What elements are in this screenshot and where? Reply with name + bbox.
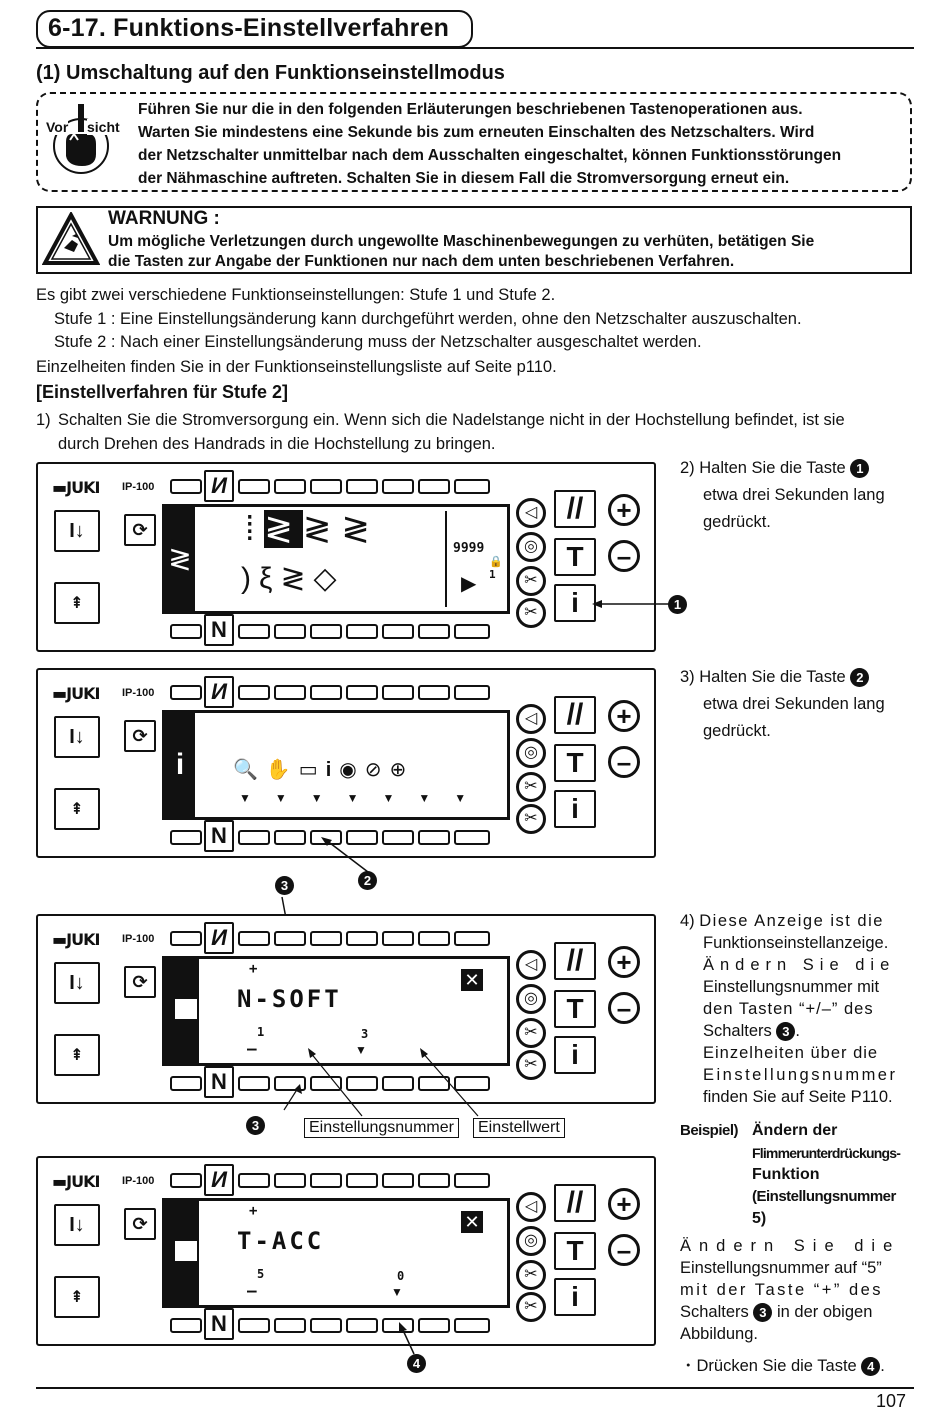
juki-logo: ▬JUKI <box>52 1172 100 1191</box>
reset-button[interactable]: ⟳ <box>124 1208 156 1240</box>
bottom-key-8[interactable] <box>454 1318 490 1333</box>
caution-text <box>138 98 908 190</box>
bottom-key-2[interactable] <box>238 830 270 845</box>
top-key-8[interactable] <box>454 685 490 700</box>
top-n-key[interactable]: И <box>204 676 234 708</box>
thread-down-button[interactable]: I↓ <box>54 510 100 552</box>
caution-label <box>46 119 68 135</box>
plus-button[interactable]: + <box>608 1188 640 1220</box>
example-title-line-4: (Einstellungsnummer <box>752 1188 896 1205</box>
example-body-line-1: Ändern Sie die <box>680 1237 901 1255</box>
counter-value: 9999 <box>453 541 485 556</box>
bottom-n-key[interactable]: N <box>204 820 234 852</box>
caution-label-left: Vor <box>46 119 69 135</box>
top-key-3[interactable] <box>274 479 306 494</box>
bottom-key-2[interactable] <box>238 624 270 639</box>
footer-rule <box>36 1387 914 1389</box>
top-key-4[interactable] <box>310 685 342 700</box>
caution-label-right-wrap <box>87 119 120 135</box>
step4-line-2: Funktionseinstellanzeige. <box>703 934 889 952</box>
title-rule <box>36 47 914 49</box>
plus-indicator: + <box>249 961 258 977</box>
top-key-4[interactable] <box>310 479 342 494</box>
bottom-n-key[interactable]: N <box>204 1066 234 1098</box>
example-title-line-2: Flimmerunterdrückungs- <box>752 1145 901 1161</box>
step4-line-6: Schalters <box>703 1022 772 1040</box>
trim-circle-icon-4[interactable]: ✂ <box>516 1292 546 1322</box>
trim-circle-icon-2[interactable]: ◎ <box>516 532 546 562</box>
bottom-key-1[interactable] <box>170 624 202 639</box>
top-n-key[interactable]: И <box>204 922 234 954</box>
example-body-line-2: Einstellungsnummer auf “5” <box>680 1259 882 1277</box>
lcd-side-pattern: ≷ <box>165 507 195 611</box>
example-body-line-4: Schalters <box>680 1303 749 1321</box>
example-body-line-4-tail: in der obigen <box>776 1303 873 1321</box>
plus-button[interactable]: + <box>608 946 640 978</box>
operation-panel-1 <box>36 462 656 652</box>
step4-line-3: Ändern Sie die <box>703 956 896 974</box>
marker-3-bottom: 3 <box>246 1116 265 1135</box>
operation-panel-4 <box>36 1156 656 1346</box>
trim-circle-icon-2[interactable]: ◎ <box>516 984 546 1014</box>
top-key-3[interactable] <box>274 685 306 700</box>
setting-value: 0 <box>397 1269 405 1283</box>
top-key-7[interactable] <box>418 931 450 946</box>
step3-text <box>680 664 920 745</box>
presser-button[interactable]: ⇞ <box>54 1034 100 1076</box>
presser-button[interactable]: ⇞ <box>54 582 100 624</box>
i-button[interactable]: i <box>554 1036 596 1074</box>
reset-button[interactable]: ⟳ <box>124 966 156 998</box>
function-name: T-ACC <box>237 1227 325 1255</box>
top-key-5[interactable] <box>346 685 378 700</box>
step1-line-1: Schalten Sie die Stromversorgung ein. Wenn sich die Nadelstange nicht in der Hochstellung befindet, ist sie <box>58 411 845 429</box>
step4-line-4: Einstellungsnummer mit <box>703 978 880 996</box>
arrow-marker-2 <box>318 836 378 876</box>
step4-line-5: den Tasten “+/–” des <box>703 1000 874 1018</box>
top-key-6[interactable] <box>382 479 414 494</box>
thread-down-button[interactable]: I↓ <box>54 962 100 1004</box>
skip-button[interactable]: // <box>554 942 596 980</box>
bottom-key-1[interactable] <box>170 1318 202 1333</box>
top-key-1[interactable] <box>170 685 202 700</box>
bottom-key-7[interactable] <box>418 624 450 639</box>
step2-text <box>680 455 920 536</box>
trim-circle-icon-1[interactable]: ◁ <box>516 498 546 528</box>
thread-down-button[interactable]: I↓ <box>54 716 100 758</box>
step1-line-2: durch Drehen des Handrads in die Hochstellung zu bringen. <box>58 435 496 453</box>
lcd-divider <box>445 511 447 607</box>
section-subtitle: (1) Umschaltung auf den Funktionseinstellmodus <box>36 62 505 84</box>
bottom-key-8[interactable] <box>454 624 490 639</box>
arrow-marker-1 <box>590 590 680 620</box>
function-icons-row: 🔍✋▭i◉⊘⊕ <box>233 759 415 781</box>
top-key-3-plus[interactable] <box>274 931 306 946</box>
bottom-key-5[interactable] <box>346 1318 378 1333</box>
stitch-pattern-icons-row2: )ξ≷◇ <box>241 562 345 595</box>
setting-number: 1 <box>257 1025 265 1039</box>
example-bullet-text: ・Drücken Sie die Taste <box>680 1357 857 1375</box>
caution-line: Führen Sie nur die in den folgenden Erläuterungen beschriebenen Tastenoperationen aus. <box>138 101 803 118</box>
minus-indicator: – <box>247 1281 257 1300</box>
step4-line-7: Einzelheiten über die <box>703 1044 879 1062</box>
trim-circle-icon-3[interactable]: ✂ <box>516 1018 546 1048</box>
minus-button[interactable]: – <box>608 992 640 1024</box>
trim-circle-icon-4[interactable]: ✂ <box>516 1050 546 1080</box>
top-key-1[interactable] <box>170 479 202 494</box>
step4-marker: 3 <box>776 1022 795 1041</box>
bottom-key-7[interactable] <box>418 830 450 845</box>
page-title: 6-17. Funktions-Einstellverfahren <box>48 14 450 42</box>
top-key-1[interactable] <box>170 931 202 946</box>
lcd-screen <box>162 504 510 614</box>
trim-circle-icon-3[interactable]: ✂ <box>516 566 546 596</box>
top-key-7[interactable] <box>418 685 450 700</box>
bottom-key-4[interactable] <box>310 624 342 639</box>
caution-line: der Netzschalter unmittelbar nach dem Ausschalten eingeschaltet, können Funktionsstörungen <box>138 147 842 164</box>
minus-indicator: – <box>247 1039 257 1058</box>
marker-3-top: 3 <box>275 876 294 895</box>
arrow-marker-4 <box>396 1320 426 1356</box>
operation-panel-2 <box>36 668 656 858</box>
plus-button[interactable]: + <box>608 494 640 526</box>
step4-text: 4) Diese Anzeige ist die Funktionseinstellanzeige. Ändern Sie die Einstellungsnummer mit den Tasten “+/–” des Schalters 3 . Einzelheiten über die Einstellungsnummer finden Sie auf Seite P110. <box>680 910 914 1108</box>
example-body-line-3: mit der Taste “+” des <box>680 1281 884 1299</box>
step1-number: 1) <box>36 411 51 429</box>
top-key-6[interactable] <box>382 1173 414 1188</box>
bottom-key-4[interactable] <box>310 1318 342 1333</box>
step3-line-2: etwa drei Sekunden lang <box>703 695 885 713</box>
trim-circle-icon-1[interactable]: ◁ <box>516 704 546 734</box>
example-bullet: ・Drücken Sie die Taste 4 . <box>680 1357 885 1375</box>
marker-4: 4 <box>407 1354 426 1373</box>
example-title-line-3: Funktion <box>752 1166 820 1183</box>
bottom-key-2[interactable] <box>238 1318 270 1333</box>
plus-button[interactable]: + <box>608 700 640 732</box>
trim-circle-icon-2[interactable]: ◎ <box>516 738 546 768</box>
top-key-8[interactable] <box>454 479 490 494</box>
step4-line-8: Einstellungsnummer <box>703 1066 898 1084</box>
warning-line: Um mögliche Verletzungen durch ungewollte Maschinenbewegungen zu verhüten, betätigen Sie <box>108 233 815 250</box>
t-button[interactable]: T <box>554 1232 596 1270</box>
i-button[interactable]: i <box>554 1278 596 1316</box>
top-key-3[interactable] <box>274 1173 306 1188</box>
top-n-key[interactable]: И <box>204 470 234 502</box>
value-arrow-icon: ▼ <box>355 1043 367 1057</box>
close-icon: ✕ <box>461 1211 483 1233</box>
bottom-key-3[interactable] <box>274 1318 306 1333</box>
top-key-8[interactable] <box>454 1173 490 1188</box>
trim-circle-icon-1[interactable]: ◁ <box>516 1192 546 1222</box>
bottom-n-key[interactable]: N <box>204 1308 234 1340</box>
top-key-7[interactable] <box>418 1173 450 1188</box>
t-button[interactable]: T <box>554 538 596 576</box>
model-label: IP-100 <box>122 687 155 699</box>
step3-number: 3) <box>680 668 695 686</box>
example-title-line-5: 5) <box>752 1210 767 1227</box>
minus-button[interactable]: – <box>608 746 640 778</box>
example-marker: 3 <box>753 1303 772 1322</box>
trim-circle-icon-4[interactable]: ✂ <box>516 598 546 628</box>
top-key-4[interactable] <box>310 931 342 946</box>
top-key-2[interactable] <box>238 685 270 700</box>
function-name: N-SOFT <box>237 985 342 1013</box>
caution-hand-icon <box>52 102 110 178</box>
warning-line: die Tasten zur Angabe der Funktionen nur nach dem unten beschriebenen Verfahren. <box>108 253 735 270</box>
marker-2: 2 <box>358 871 377 890</box>
i-button[interactable]: i <box>554 584 596 622</box>
top-key-8[interactable] <box>454 931 490 946</box>
step4-line-9: finden Sie auf Seite P110. <box>703 1088 893 1106</box>
lcd-screen <box>162 1198 510 1308</box>
t-button[interactable]: T <box>554 744 596 782</box>
marker-1: 1 <box>668 595 687 614</box>
page-number: 107 <box>876 1391 907 1410</box>
example-title <box>752 1120 916 1230</box>
top-n-key[interactable]: И <box>204 1164 234 1196</box>
model-label: IP-100 <box>122 481 155 493</box>
warning-triangle-icon <box>42 212 100 266</box>
t-button[interactable]: T <box>554 990 596 1028</box>
skip-button[interactable]: // <box>554 1184 596 1222</box>
caution-line: der Nähmaschine auftreten. Schalten Sie in diesem Fall die Stromversorgung erneut ein. <box>138 170 790 187</box>
bottom-key-6[interactable] <box>382 830 414 845</box>
example-label: Beispiel) <box>680 1122 739 1139</box>
bottom-key-1[interactable] <box>170 1076 202 1091</box>
bottom-key-3[interactable] <box>274 830 306 845</box>
next-arrow-icon: ▶ <box>461 573 477 595</box>
example-bullet-marker: 4 <box>861 1357 880 1376</box>
step4-line-1: Diese Anzeige ist die <box>699 912 884 930</box>
intro-line-3: Stufe 2 : Nach einer Einstellungsänderung muss der Netzschalter ausgeschaltet werden. <box>54 333 702 351</box>
step2-line-3: gedrückt. <box>703 513 771 531</box>
step4-number: 4) <box>680 912 695 930</box>
top-key-6[interactable] <box>382 931 414 946</box>
warning-title: WARNUNG : <box>108 208 220 229</box>
thread-down-button[interactable]: I↓ <box>54 1204 100 1246</box>
trim-circle-icon-3[interactable]: ✂ <box>516 1260 546 1290</box>
reset-button[interactable]: ⟳ <box>124 514 156 546</box>
example-body <box>680 1235 914 1345</box>
lock-value: 🔒1 <box>489 555 503 581</box>
model-label: IP-100 <box>122 1175 155 1187</box>
bottom-n-key[interactable]: N <box>204 614 234 646</box>
step3-marker: 2 <box>850 668 869 687</box>
stitch-pattern-icons: ⁞≷≷≷ <box>245 510 380 548</box>
i-button[interactable]: i <box>554 790 596 828</box>
function-arrows-row: ▼▼▼▼▼▼▼ <box>239 791 491 805</box>
top-key-6[interactable] <box>382 685 414 700</box>
intro-line-4: Einzelheiten finden Sie in der Funktionseinstellungsliste auf Seite p110. <box>36 358 557 376</box>
intro-line-1: Es gibt zwei verschiedene Funktionseinstellungen: Stufe 1 und Stufe 2. <box>36 286 556 304</box>
juki-logo: ▬JUKI <box>52 684 100 703</box>
intro-line-2: Stufe 1 : Eine Einstellungsänderung kann durchgeführt werden, ohne den Netzschalter auszuschalten. <box>54 310 802 328</box>
minus-button[interactable]: – <box>608 1234 640 1266</box>
top-key-5[interactable] <box>346 479 378 494</box>
caution-line: Warten Sie mindestens eine Sekunde bis zum erneuten Einschalten des Netzschalters. Wird <box>138 124 815 141</box>
top-key-1[interactable] <box>170 1173 202 1188</box>
section-heading: [Einstellverfahren für Stufe 2] <box>36 382 289 402</box>
top-key-2[interactable] <box>238 931 270 946</box>
lcd-side-function-icon <box>165 959 199 1063</box>
top-key-5[interactable] <box>346 931 378 946</box>
value-arrow-icon: ▼ <box>391 1285 403 1299</box>
trim-circle-icon-1[interactable]: ◁ <box>516 950 546 980</box>
lcd-side-function-icon <box>165 1201 199 1305</box>
juki-logo: ▬JUKI <box>52 478 100 497</box>
step2-number: 2) <box>680 459 695 477</box>
warning-text <box>108 232 908 272</box>
top-key-2[interactable] <box>238 1173 270 1188</box>
step2-marker: 1 <box>850 459 869 478</box>
step2-line-1: Halten Sie die Taste <box>699 459 846 477</box>
bottom-key-8[interactable] <box>454 830 490 845</box>
step3-line-1: Halten Sie die Taste <box>699 668 846 686</box>
bottom-key-3[interactable] <box>274 624 306 639</box>
skip-button[interactable]: // <box>554 490 596 528</box>
label-setting-value: Einstellwert <box>473 1118 565 1138</box>
top-key-5[interactable] <box>346 1173 378 1188</box>
callout-lines <box>250 1040 490 1120</box>
presser-button[interactable]: ⇞ <box>54 1276 100 1318</box>
setting-number: 5 <box>257 1267 265 1281</box>
plus-indicator: + <box>249 1203 258 1219</box>
lcd-side-info-icon: i <box>165 713 195 817</box>
step3-line-3: gedrückt. <box>703 722 771 740</box>
caution-label-right: sicht <box>87 119 120 135</box>
close-icon: ✕ <box>461 969 483 991</box>
example-title-line-1: Ändern der <box>752 1122 838 1139</box>
model-label: IP-100 <box>122 933 155 945</box>
trim-circle-icon-3[interactable]: ✂ <box>516 772 546 802</box>
bottom-key-1[interactable] <box>170 830 202 845</box>
presser-button[interactable]: ⇞ <box>54 788 100 830</box>
top-key-7[interactable] <box>418 479 450 494</box>
lcd-screen <box>162 710 510 820</box>
reset-button[interactable]: ⟳ <box>124 720 156 752</box>
trim-circle-icon-2[interactable]: ◎ <box>516 1226 546 1256</box>
bottom-key-5[interactable] <box>346 624 378 639</box>
example-body-line-5: Abbildung. <box>680 1325 758 1343</box>
bottom-key-6[interactable] <box>382 624 414 639</box>
top-key-4[interactable] <box>310 1173 342 1188</box>
juki-logo: ▬JUKI <box>52 930 100 949</box>
setting-value: 3 <box>361 1027 369 1041</box>
step2-line-2: etwa drei Sekunden lang <box>703 486 885 504</box>
skip-button[interactable]: // <box>554 696 596 734</box>
minus-button[interactable]: – <box>608 540 640 572</box>
trim-circle-icon-4[interactable]: ✂ <box>516 804 546 834</box>
label-setting-number: Einstellungsnummer <box>304 1118 459 1138</box>
top-key-2[interactable] <box>238 479 270 494</box>
